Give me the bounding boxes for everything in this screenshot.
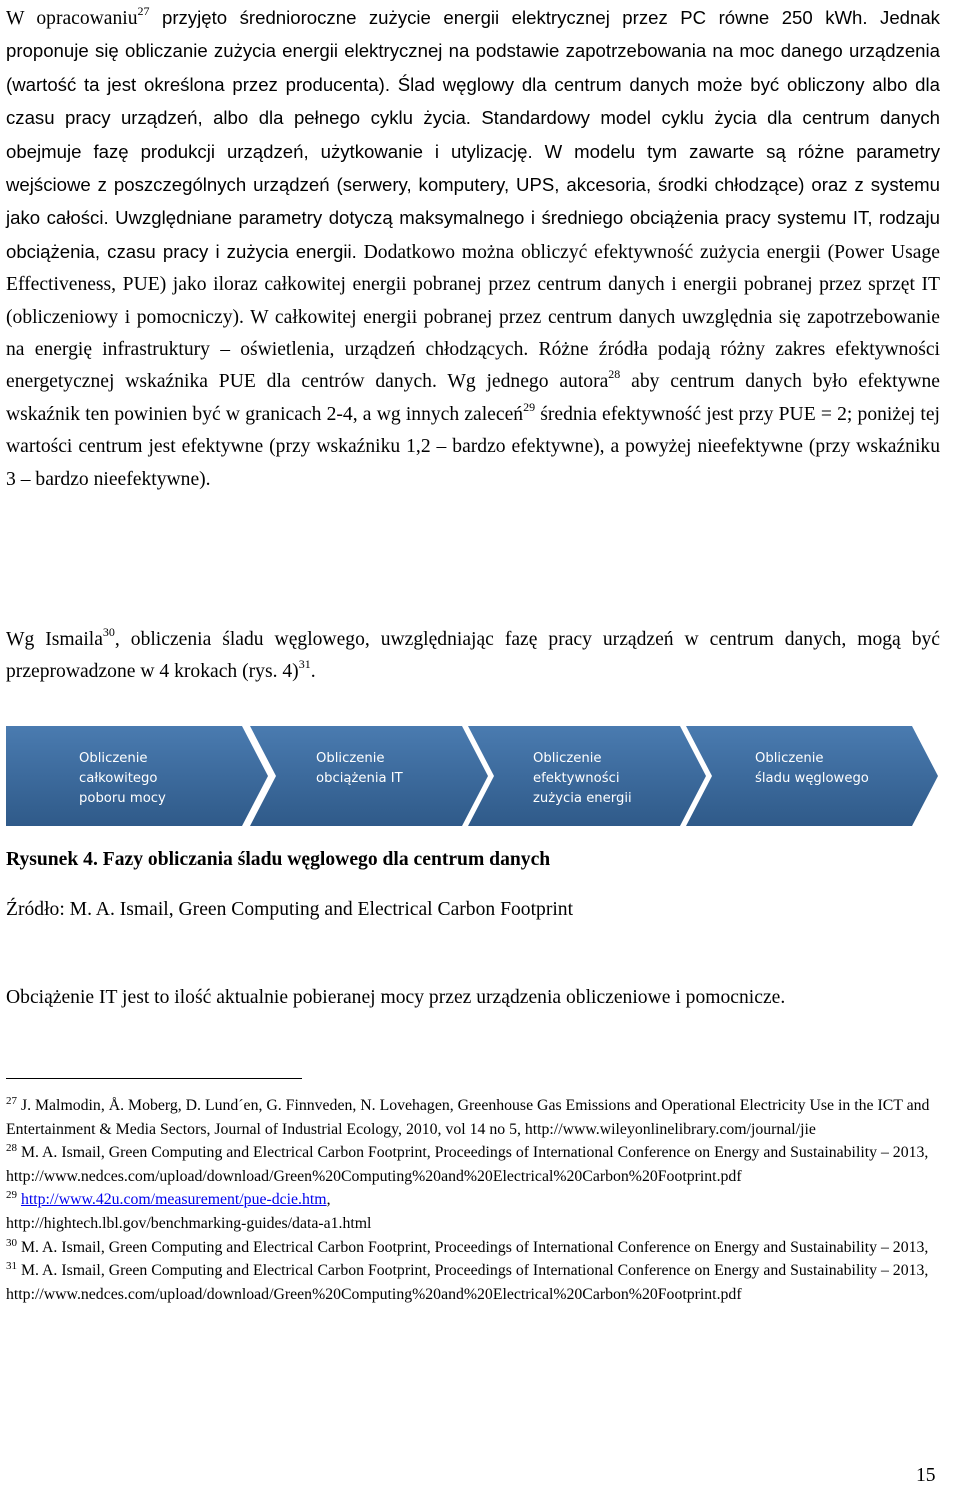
footnote-url: http://www.nedces.com/upload/download/Green%20Computing%20and%20Electrical%20Carbon%20Footprint.pdf: [6, 1285, 742, 1303]
paragraph-pue: [6, 2, 940, 496]
footnotes: [6, 1094, 940, 1306]
step-label-3: Obliczenie efektywności zużycia energii: [533, 751, 632, 806]
page-number: 15: [916, 1465, 936, 1486]
footnote-url: http://www.nedces.com/upload/download/Green%20Computing%20and%20Electrical%20Carbon%20Footprint.pdf: [6, 1167, 742, 1185]
text-run: , obliczenia śladu węglowego, uwzględniając fazę pracy urządzeń w centrum danych, mogą być przeprowadzone w 4 krokach (rys. 4): [6, 629, 940, 683]
text-run: W opracowaniu: [6, 8, 138, 29]
footnote-27: [6, 1094, 940, 1141]
text-run: przyjęto średnioroczne zużycie energii elektrycznej przez PC równe 250 kWh. Jednak proponuje się obliczanie zużycia energii elektrycznej na podstawie zapotrzebowania na moc danego urządzenia (wartość ta jest określona przez producenta). Ślad węglowy dla centrum danych może być obliczony albo dla czasu pracy urządzeń, albo dla pełnego cyklu życia. Standardowy model cyklu życia dla centrum danych obejmuje fazę produkcji urządzeń, użytkowanie i utylizację. W modelu tym zawarte są różne parametry wejściowe z poszczególnych urządzeń (serwery, komputery, UPS, akcesoria, środki chłodzące) oraz z systemu jako całości. Uwzględniane parametry dotyczą maksymalnego i średniego obciążenia pracy systemu IT, rodzaju obciążenia, czasu pracy i zużycia energii.: [6, 7, 940, 262]
footnote-text: M. A. Ismail, Green Computing and Electrical Carbon Footprint, Proceedings of International Conference on Energy and Sustainability – 2013,: [17, 1144, 929, 1162]
source-text: M. A. Ismail, Green Computing and Electrical Carbon Footprint: [69, 899, 574, 920]
footnote-separator: [6, 1078, 302, 1079]
paragraph-it-load: Obciążenie IT jest to ilość aktualnie pobieranej mocy przez urządzenia obliczeniowe i pomocnicze.: [6, 986, 786, 1008]
footnote-link[interactable]: http://www.42u.com/measurement/pue-dcie.htm: [20, 1191, 327, 1209]
footnote-28: [6, 1141, 940, 1188]
footnote-ref-29[interactable]: 29: [523, 399, 536, 414]
footnote-number: 30: [6, 1236, 17, 1249]
footnote-ref-30[interactable]: 30: [102, 625, 115, 639]
footnote-ref-31[interactable]: 31: [298, 657, 311, 672]
text-run: .: [310, 661, 316, 683]
footnote-text: M. A. Ismail, Green Computing and Electrical Carbon Footprint, Proceedings of International Conference on Energy and Sustainability – 2013,: [17, 1262, 929, 1280]
process-diagram: [6, 722, 940, 830]
footnote-30: [6, 1236, 940, 1260]
footnote-url: http://hightech.lbl.gov/benchmarking-guides/data-a1.html: [6, 1214, 372, 1232]
text-run: Dodatkowo można obliczyć efektywność zużycia energii (Power Usage Effectiveness, PUE) jako iloraz całkowitej energii pobranej przez centrum danych i energii pobranej przez sprzęt IT (obliczeniowy i pomocniczy). W całkowitej energii pobranej przez centrum danych uwzględnia się zapotrzebowanie na energię infrastruktury – oświetlenia, urządzeń chłodzących. Różne źródła podają różny zakres efektywności energetycznej wskaźnika PUE dla centrów danych. Wg jednego autora: [6, 241, 940, 393]
step-label-2: Obliczenie obciążenia IT: [316, 751, 403, 786]
figure-caption: Rysunek 4. Fazy obliczania śladu węglowego dla centrum danych: [6, 849, 551, 870]
footnote-29: [6, 1188, 940, 1235]
footnote-text: J. Malmodin, Å. Moberg, D. Lund´en, G. Finnveden, N. Lovehagen, Greenhouse Gas Emissions and Operational Electricity Use in the ICT and Entertainment & Media Sectors, Journal of Industrial Ecology, 2010, vol 14 no 5, http://www.wileyonlinelibrary.com/journal/jie: [6, 1097, 930, 1138]
footnote-ref-28[interactable]: 28: [608, 367, 621, 382]
text-run: aby centrum danych było efektywne wskaźnik ten powinien być w granicach 2-4, a wg innych zaleceń: [6, 371, 940, 425]
text-run: Wg Ismaila: [6, 629, 103, 650]
footnote-number: 29: [6, 1189, 17, 1202]
step-label-1: Obliczenie całkowitego poboru mocy: [79, 751, 166, 806]
footnote-text: ,: [326, 1191, 331, 1209]
figure-source: [6, 899, 573, 921]
step-label-4: Obliczenie śladu węglowego: [755, 751, 869, 786]
footnote-number: 27: [6, 1095, 17, 1107]
footnote-number: 28: [6, 1142, 17, 1155]
source-prefix: Źródło:: [6, 899, 70, 920]
footnote-number: 31: [6, 1260, 17, 1273]
footnote-ref-27[interactable]: 27: [137, 4, 150, 18]
text-run: średnia efektywność jest przy PUE = 2; poniżej tej wartości centrum jest efektywne (przy wskaźniku 1,2 – bardzo efektywne), a powyżej nieefektywne (przy wskaźniku 3 – bardzo nieefektywne).: [6, 403, 940, 490]
footnote-31: [6, 1259, 940, 1306]
paragraph-ismail: [6, 624, 940, 689]
footnote-text: M. A. Ismail, Green Computing and Electrical Carbon Footprint, Proceedings of International Conference on Energy and Sustainability – 2013,: [17, 1238, 929, 1256]
